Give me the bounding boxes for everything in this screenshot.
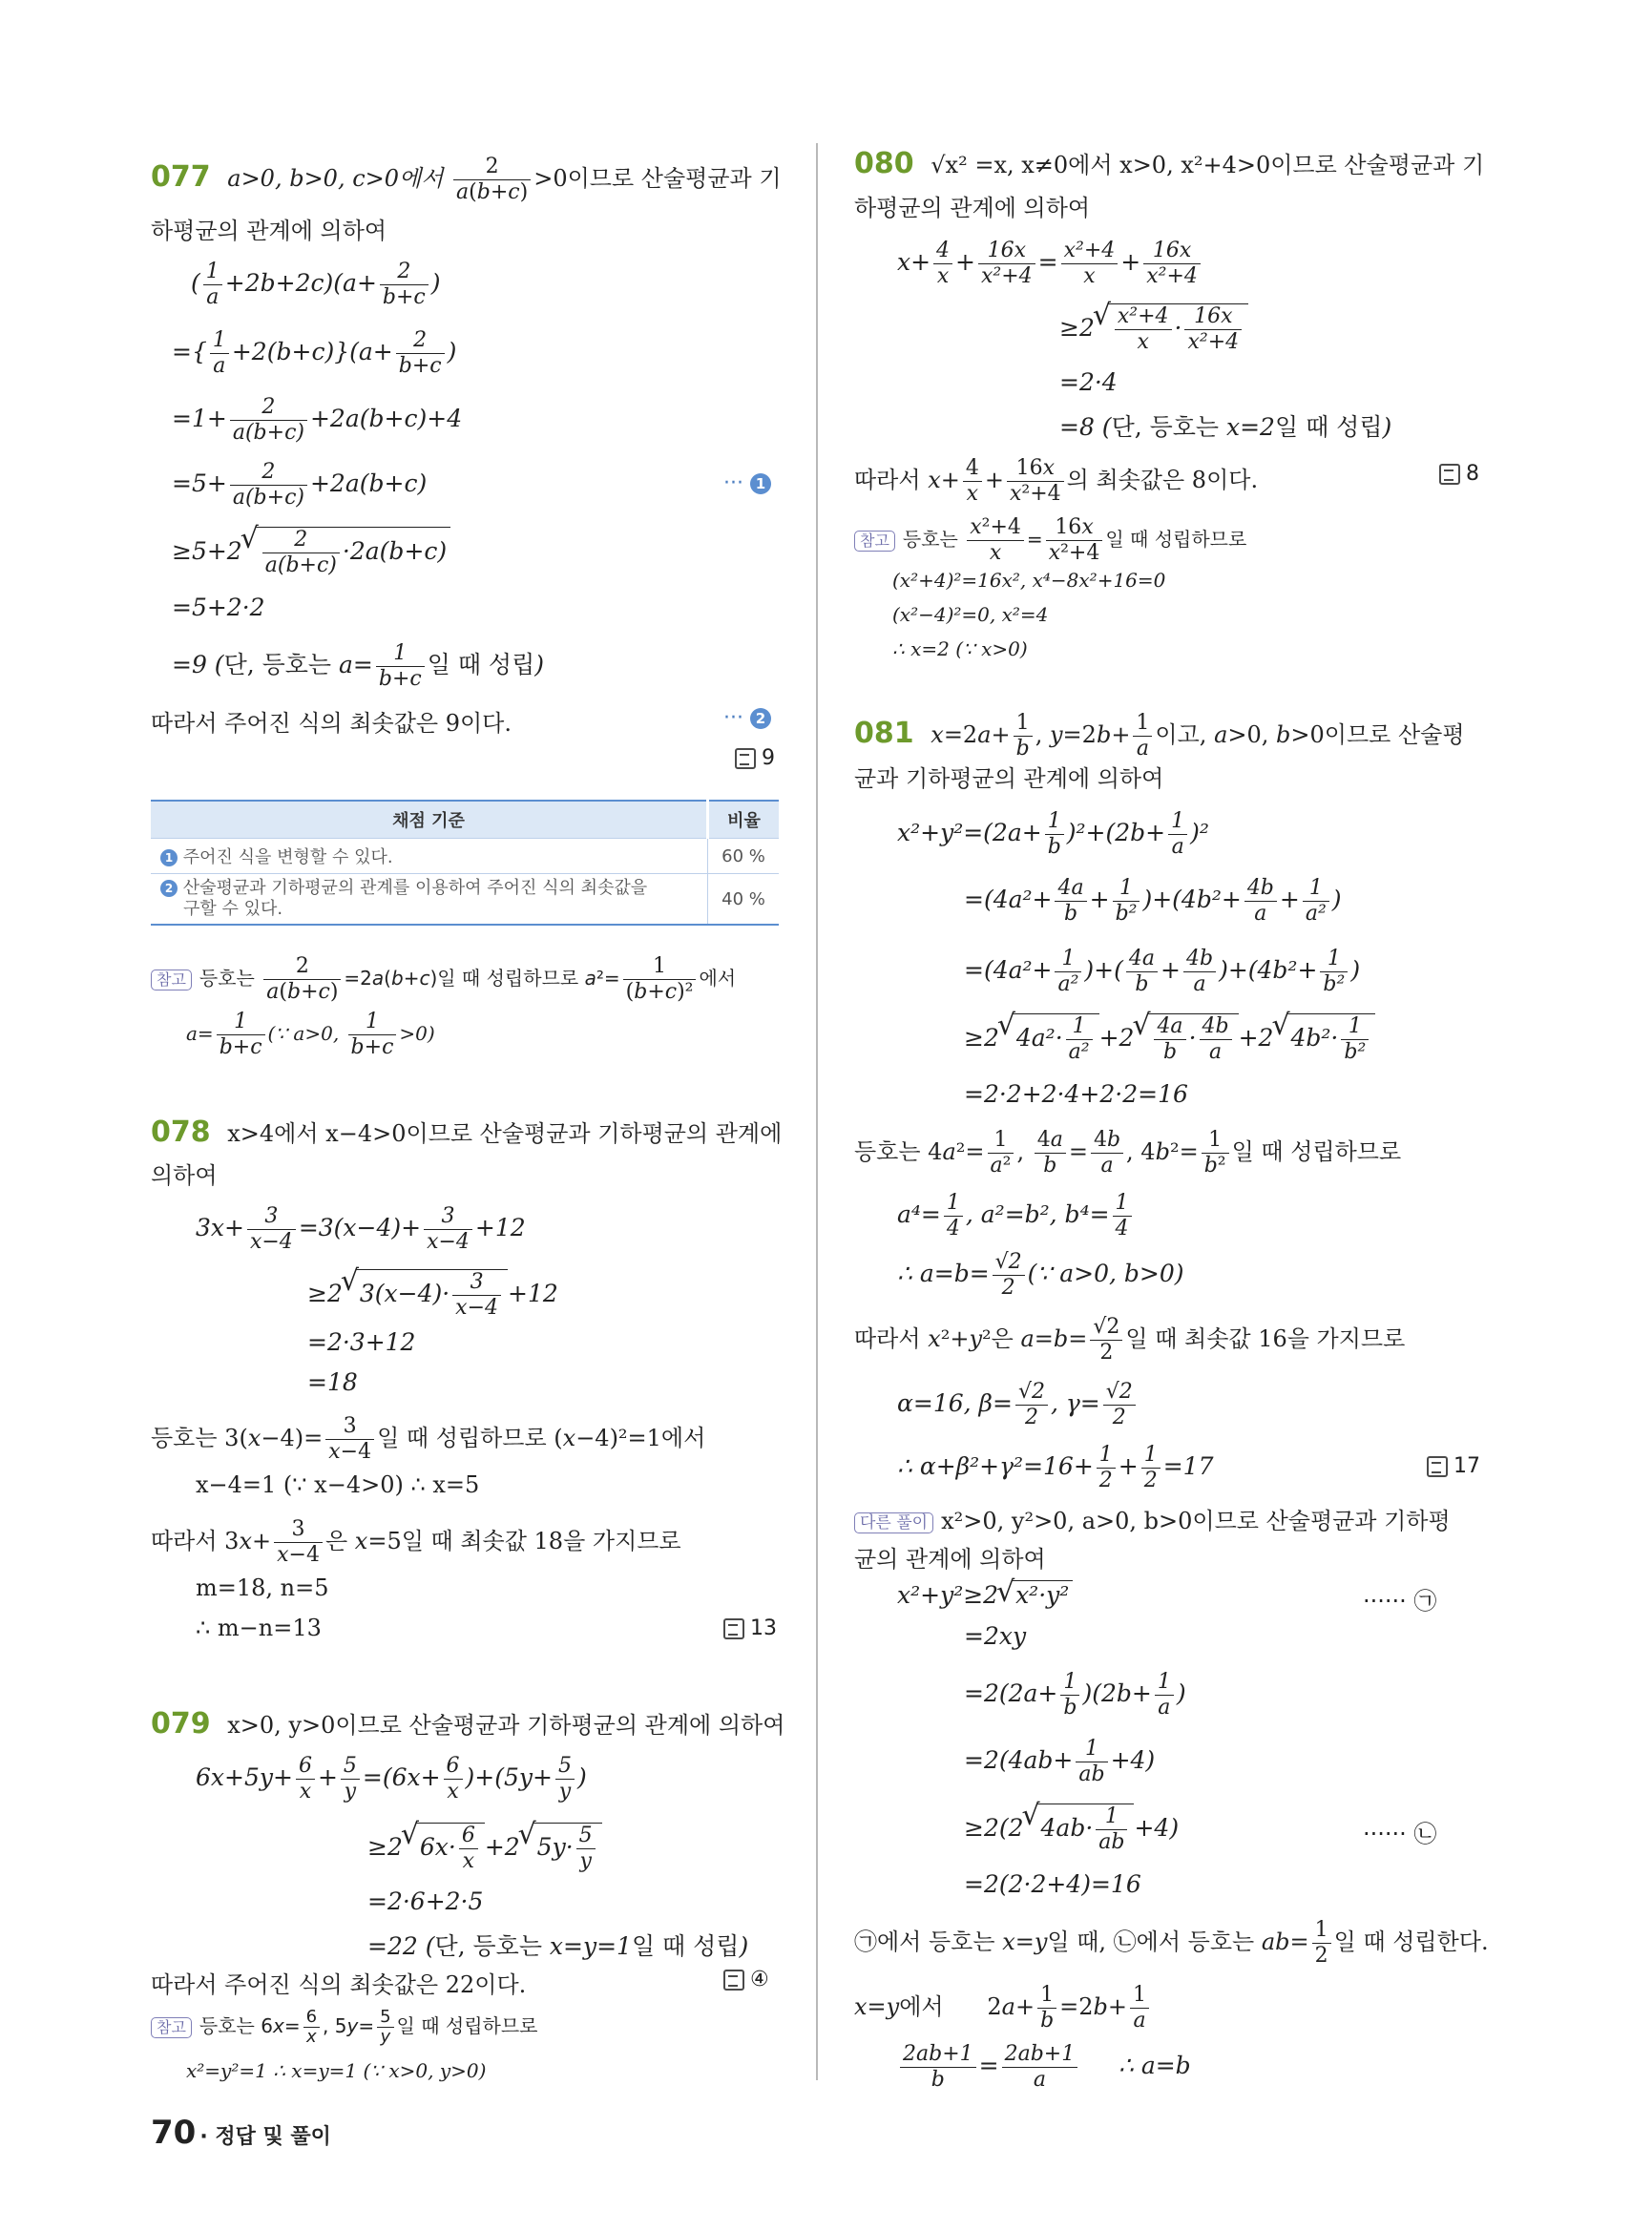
math-line: α=16, β= $\frac{√2}{2}$ , γ= $\frac{√2}{2}$ xyxy=(897,1380,1139,1430)
problem-080-conclusion: 따라서 x+ $\frac{4}{x}$ + $\frac{16x}{\text{x²+4}}$ 의 최솟값은 8이다. xyxy=(854,456,1259,506)
problem-080-header xyxy=(854,148,1484,181)
math-line: =2(2a+ $\frac{1}{b}$ )(2b+ $\frac{1}{a}$ ) xyxy=(964,1670,1186,1720)
problem-080-reference-2: (x²+4)²=16x², x⁴−8x²+16=0 xyxy=(892,569,1166,592)
problem-081-alt2: 균의 관계에 의하여 xyxy=(854,1546,1046,1573)
math-line: x²+y²≥2√ x²·y² xyxy=(897,1580,1073,1609)
math-line: =(4a²+ $\frac{4a}{b}$ + $\frac{1}{\text{b²}}$ )+(4b²+ $\frac{4b}{a}$ + $\frac{1}{\text{a²}}$ ) xyxy=(964,876,1342,926)
math-line: =2·6+2·5 xyxy=(367,1887,484,1915)
math-line: ( $\frac{1}{a}$ +2b+2c)(a+ $\frac{2}{b+c}$ ) xyxy=(191,260,441,309)
problem-081-text4: 따라서 x²+y²은 a=b= $\frac{√2}{2}$ 일 때 최솟값 16을 가지므로 xyxy=(854,1315,1406,1365)
problem-078-text3: 따라서 3x+ $\frac{3}{x-4}$ 은 x=5일 때 최솟값 18을 가지므로 xyxy=(151,1517,681,1567)
problem-number: 077 xyxy=(151,160,211,194)
answer-icon xyxy=(723,1618,744,1639)
problem-077-reference: 참고 등호는 $\frac{2}{a(b+c)}$ =2a(b+c)일 때 성립하므로 a²= $\frac{1}{\text{(b+c)²}}$ 에서 xyxy=(151,954,736,1005)
math-line: =2xy xyxy=(964,1622,1027,1650)
math-line: ∴ a=b= $\frac{√2}{2}$ (∵ a>0, b>0) xyxy=(897,1250,1184,1300)
problem-079-reference: 참고 등호는 6x= $\frac{6}{x}$ , 5y= $\frac{5}{y}$ 일 때 성립하므로 xyxy=(151,2008,538,2047)
problem-080-intro2: 하평균의 관계에 의하여 xyxy=(854,195,1091,221)
answer: 8 xyxy=(1439,462,1479,486)
answer-icon xyxy=(735,748,756,769)
footer-label: 정답 및 풀이 xyxy=(215,2125,331,2149)
answer: 9 xyxy=(735,746,775,770)
problem-078-text5: ∴ m−n=13 xyxy=(196,1615,322,1641)
math-line: =2·3+12 xyxy=(307,1328,416,1356)
problem-078-intro: x>4에서 x−4>0이므로 산술평균과 기하평균의 관계에 xyxy=(227,1120,783,1147)
problem-081-intro2: 균과 기하평균의 관계에 의하여 xyxy=(854,765,1164,792)
math-line: =2(2·2+4)=16 xyxy=(964,1870,1141,1898)
problem-078-text4: m=18, n=5 xyxy=(196,1574,329,1601)
problem-077-intro3: 하평균의 관계에 의하여 xyxy=(151,218,387,244)
problem-077-reference-2: a= $\frac{1}{b+c}$ (∵ a>0, $\frac{1}{b+c}$ >0) xyxy=(186,1010,435,1059)
math-line: =(4a²+ $\frac{1}{\text{a²}}$ )+( $\frac{4a}{b}$ + $\frac{4b}{a}$ )+(4b²+ $\frac{1}{\text{b²}}$ ) xyxy=(964,947,1361,996)
math-line: =5+ $\frac{2}{a(b+c)}$ +2a(b+c) xyxy=(172,460,428,510)
problem-081-alt: 다른 풀이 x²>0, y²>0, a>0, b>0이므로 산술평균과 기하평 xyxy=(854,1502,1451,1535)
problem-077-header xyxy=(151,155,782,205)
answer-icon xyxy=(1427,1456,1448,1477)
problem-078-header xyxy=(151,1116,782,1150)
table-row: 2 산술평균과 기하평균의 관계를 이용하여 주어진 식의 최솟값을 구할 수 있다. 40 % xyxy=(151,874,779,926)
problem-number: 080 xyxy=(854,147,914,180)
answer-icon xyxy=(723,1970,744,1991)
problem-number: 079 xyxy=(151,1707,211,1741)
math-line: $\frac{2ab+1}{b}$ = $\frac{2ab+1}{a}$ ∴ a=b xyxy=(897,2042,1191,2093)
problem-081-alt-text2: x=y에서 2a+ $\frac{1}{b}$ =2b+ $\frac{1}{a}$ xyxy=(854,1983,1152,2033)
math-line: =2(4ab+ $\frac{1}{ab}$ +4) xyxy=(964,1737,1156,1786)
page-number: 70 xyxy=(151,2114,197,2152)
math-line: =2·4 xyxy=(1059,368,1118,396)
table-row: 1 주어진 식을 변형할 수 있다. 60 % xyxy=(151,839,779,874)
problem-081-header: 081 x=2a+ $\frac{1}{b}$ , y=2b+ $\frac{1}{a}$ 이고, a>0, b>0이므로 산술평 xyxy=(854,711,1465,761)
problem-079-header xyxy=(151,1708,784,1741)
math-line: x²+y²=(2a+ $\frac{1}{b}$ )²+(2b+ $\frac{1}{a}$ )² xyxy=(897,809,1209,859)
answer-icon xyxy=(1439,464,1460,485)
answer: ④ xyxy=(723,1968,769,1991)
alternative-solution-tag: 다른 풀이 xyxy=(854,1512,933,1533)
problem-080-intro: √x² =x, x≠0에서 x>0, x²+4>0이므로 산술평균과 기 xyxy=(931,152,1485,178)
problem-079-reference-2: x²=y²=1 ∴ x=y=1 (∵ x>0, y>0) xyxy=(186,2059,487,2082)
problem-077-intro2: >0이므로 산술평균과 기 xyxy=(533,165,782,192)
column-divider xyxy=(816,143,818,2080)
problem-number: 078 xyxy=(151,1116,211,1149)
reference-tag: 참고 xyxy=(151,970,192,990)
problem-081-text: 등호는 4a²= $\frac{1}{\text{a²}}$ , $\frac{4a}{b}$ = $\frac{4b}{a}$ , 4b²= $\frac{1}{\text{b²}}$ 일 때 성립하므로 xyxy=(854,1128,1402,1178)
math-line: ≥5+2 √ $\frac{2}{a(b+c)}$ ·2a(b+c) xyxy=(172,527,450,578)
math-line: 6x+5y+ $\frac{6}{x}$ + $\frac{5}{y}$ =(6x+ $\frac{6}{x}$ )+(5y+ $\frac{5}{y}$ ) xyxy=(196,1754,587,1804)
reference-tag: 참고 xyxy=(854,531,895,552)
step-marker-1: ··· 1 xyxy=(723,471,771,495)
problem-081-alt-text: ㉠에서 등호는 x=y일 때, ㉡에서 등호는 ab= $\frac{1}{2}$ 일 때 성립한다. xyxy=(854,1918,1489,1968)
equation-marker-1: ······ ㉠ xyxy=(1363,1588,1437,1615)
math-line: =22 (단, 등호는 x=y=1일 때 성립) xyxy=(367,1932,749,1960)
problem-number: 081 xyxy=(854,717,914,750)
math-line: x+ $\frac{4}{x}$ + $\frac{16x}{\text{x²+4}}$ = $\frac{\text{x²+4}}{x}$ + $\frac{16x}{\text{x²+4}}$ xyxy=(897,239,1203,289)
rubric-header-ratio: 비율 xyxy=(708,801,780,839)
answer: 13 xyxy=(723,1616,777,1640)
problem-079-conclusion: 따라서 주어진 식의 최솟값은 22이다. xyxy=(151,1971,527,1998)
reference-tag: 참고 xyxy=(151,2017,192,2038)
rubric-header-criteria: 채점 기준 xyxy=(151,801,708,839)
problem-078-intro2: 의하여 xyxy=(151,1162,218,1189)
math-line: =8 (단, 등호는 x=2일 때 성립) xyxy=(1059,413,1392,441)
math-line: =9 (단, 등호는 a= $\frac{1}{b+c}$ 일 때 성립) xyxy=(172,641,544,691)
math-line: =1+ $\frac{2}{a(b+c)}$ +2a(b+c)+4 xyxy=(172,395,463,445)
math-line: a⁴= $\frac{1}{4}$ , a²=b², b⁴= $\frac{1}{4}$ xyxy=(897,1191,1135,1241)
problem-078-text2: x−4=1 (∵ x−4>0) ∴ x=5 xyxy=(196,1471,480,1498)
math-line: =5+2·2 xyxy=(172,594,265,621)
math-line: ≥2√ 4a²· $\frac{1}{\text{a²}}$ +2 √ $\frac{4a}{b}$ · $\frac{4b}{a}$ +2√ 4b²· $\frac{1}{\text{b²}}$ xyxy=(964,1013,1375,1065)
step-marker-2: ··· 2 xyxy=(723,706,771,730)
math-line: ≥2 √ $\frac{\text{x²+4}}{x}$ · $\frac{16x}{\text{x²+4}}$ xyxy=(1059,303,1248,355)
problem-080-reference: 참고 등호는 $\frac{\text{x²+4}}{x}$ = $\frac{16x}{\text{x²+4}}$ 일 때 성립하므로 xyxy=(854,515,1246,566)
problem-080-reference-4: ∴ x=2 (∵ x>0) xyxy=(892,637,1028,660)
math-line: ∴ α+β²+γ²=16+ $\frac{1}{2}$ + $\frac{1}{2}$ =17 xyxy=(897,1443,1214,1492)
math-line: ≥2(2√ 4ab· $\frac{1}{ab}$ +4) xyxy=(964,1804,1179,1855)
math-line: ≥2√ 3(x−4)· $\frac{3}{x-4}$ +12 xyxy=(307,1269,558,1321)
problem-079-intro: x>0, y>0이므로 산술평균과 기하평균의 관계에 의하여 xyxy=(227,1712,785,1739)
math-line: =2·2+2·4+2·2=16 xyxy=(964,1080,1188,1108)
math-line: ≥2√ 6x· $\frac{6}{x}$ +2√ 5y· $\frac{5}{y}$ xyxy=(367,1823,602,1874)
problem-077-intro: a>0, b>0, c>0에서 xyxy=(227,165,444,192)
math-line: ={ $\frac{1}{a}$ +2(b+c)}(a+ $\frac{2}{b+c}$ ) xyxy=(172,328,457,378)
problem-080-reference-3: (x²−4)²=0, x²=4 xyxy=(892,603,1049,626)
answer: 17 xyxy=(1427,1454,1480,1478)
page-footer: 70 · 정답 및 풀이 xyxy=(151,2114,331,2152)
problem-078-text: 등호는 3(x−4)= $\frac{3}{x-4}$ 일 때 성립하므로 (x−4)²=1에서 xyxy=(151,1414,706,1464)
math-line: =18 xyxy=(307,1368,358,1396)
scoring-rubric-table xyxy=(151,800,779,926)
fraction: $\frac{2}{a(b+c)}$ xyxy=(453,155,531,205)
equation-marker-2: ······ ㉡ xyxy=(1363,1821,1437,1847)
math-line: 3x+ $\frac{3}{x-4}$ =3(x−4)+ $\frac{3}{x-4}$ +12 xyxy=(196,1204,526,1254)
problem-077-conclusion: 따라서 주어진 식의 최솟값은 9이다. xyxy=(151,710,512,737)
